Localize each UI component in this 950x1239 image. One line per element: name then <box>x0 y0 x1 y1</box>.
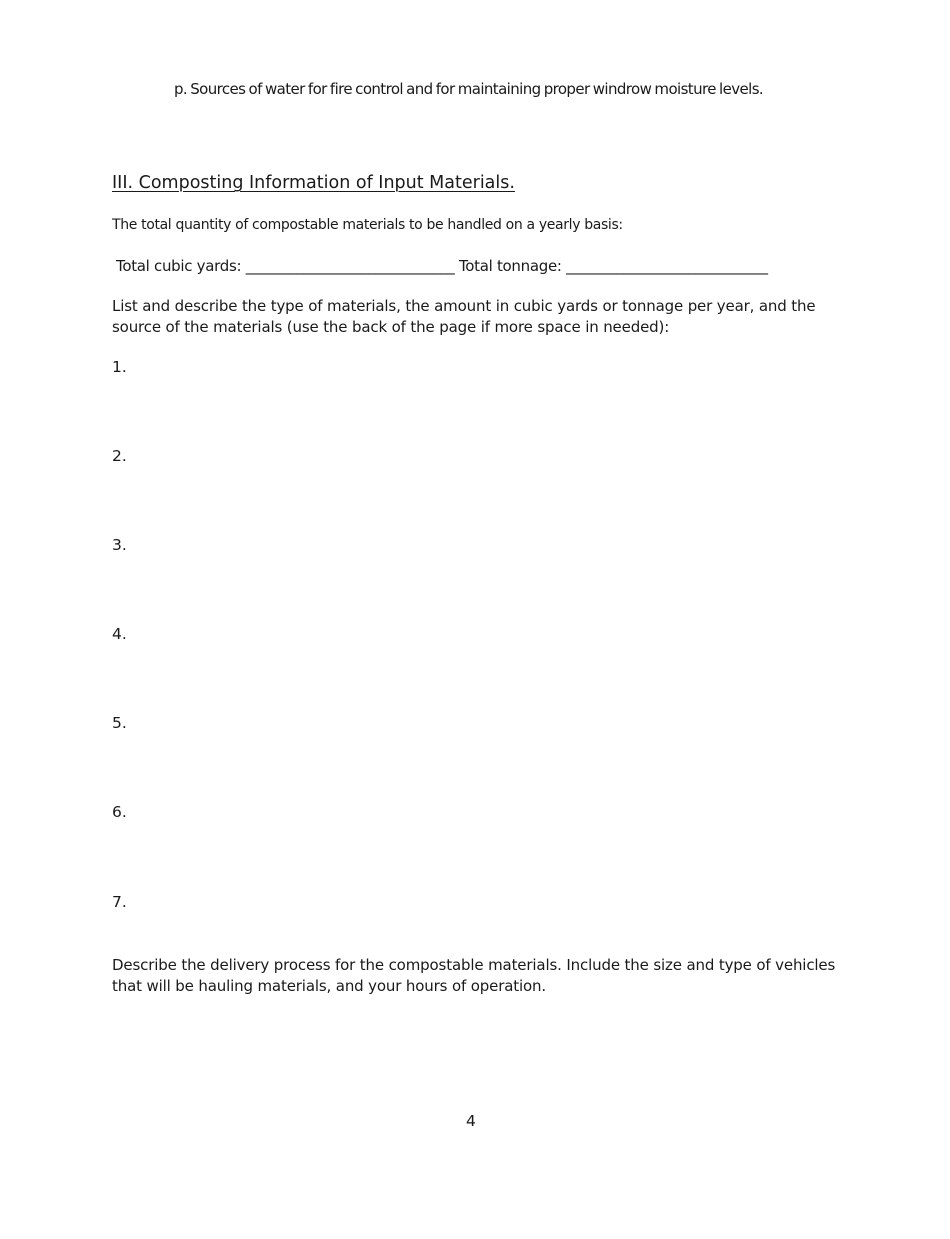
delivery-prompt-text: Describe the delivery process for the compostable materials. Include the size and type of vehicles that will be hauling materials, and your hours of operation. <box>112 956 836 995</box>
quantity-intro-text: The total quantity of compostable materials to be handled on a yearly basis: <box>112 217 623 233</box>
page-number: 4 <box>466 1112 476 1130</box>
totals-fill-line: Total cubic yards: _____________________________ Total tonnage: ____________________________ <box>116 257 768 275</box>
numbered-item-2: 2. <box>112 447 127 465</box>
section-heading: III. Composting Information of Input Materials. <box>112 173 515 193</box>
numbered-item-3: 3. <box>112 536 127 554</box>
numbered-item-1: 1. <box>112 358 127 376</box>
numbered-item-7: 7. <box>112 893 127 911</box>
numbered-item-4: 4. <box>112 625 127 643</box>
list-instructions-text: List and describe the type of materials, the amount in cubic yards or tonnage per year, and the source of the materials (use the back of the page if more space in needed): <box>112 297 816 336</box>
item-p-water-sources: p. Sources of water for fire control and for maintaining proper windrow moisture levels. <box>174 80 764 98</box>
numbered-item-5: 5. <box>112 714 127 732</box>
numbered-item-6: 6. <box>112 803 127 821</box>
